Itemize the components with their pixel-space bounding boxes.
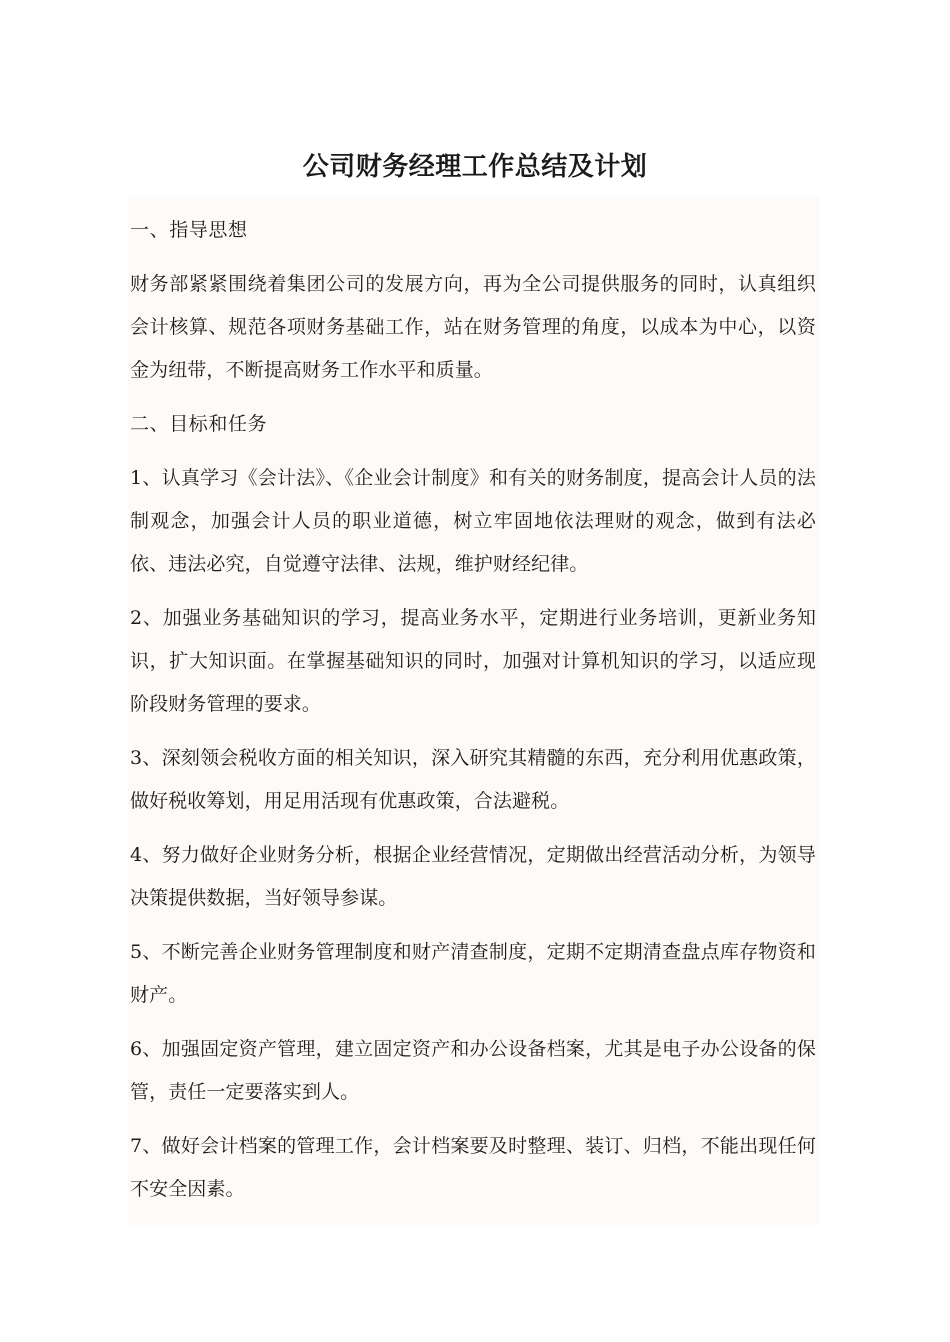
list-item: 5、不断完善企业财务管理制度和财产清查制度，定期不定期清查盘点库存物资和财产。: [130, 941, 816, 1006]
list-item: 7、做好会计档案的管理工作，会计档案要及时整理、装订、归档，不能出现任何不安全因素。: [130, 1135, 816, 1200]
section-heading-guiding-ideology: 一、指导思想: [130, 219, 248, 241]
list-item: 3、深刻领会税收方面的相关知识，深入研究其精髓的东西，充分利用优惠政策，做好税收筹划，用足用活现有优惠政策，合法避税。: [130, 747, 816, 812]
page-title: 公司财务经理工作总结及计划: [302, 152, 648, 182]
list-item: 4、努力做好企业财务分析，根据企业经营情况，定期做出经营活动分析，为领导决策提供数据，当好领导参谋。: [130, 844, 816, 909]
list-item: 6、加强固定资产管理，建立固定资产和办公设备档案，尤其是电子办公设备的保管，责任一定要落实到人。: [130, 1038, 816, 1103]
list-item: 2、加强业务基础知识的学习，提高业务水平，定期进行业务培训，更新业务知识，扩大知识面。在掌握基础知识的同时，加强对计算机知识的学习，以适应现阶段财务管理的要求。: [130, 607, 816, 715]
section-heading-goals-and-tasks: 二、目标和任务: [130, 413, 268, 435]
document-body: [128, 197, 820, 1225]
paragraph: 财务部紧紧围绕着集团公司的发展方向，再为全公司提供服务的同时，认真组织会计核算、规范各项财务基础工作，站在财务管理的角度，以成本为中心，以资金为纽带，不断提高财务工作水平和质量。: [130, 273, 816, 381]
list-item: 1、认真学习《会计法》、《企业会计制度》和有关的财务制度，提高会计人员的法制观念，加强会计人员的职业道德，树立牢固地依法理财的观念，做到有法必依、违法必究，自觉遵守法律、法规，维护财经纪律。: [130, 467, 816, 575]
